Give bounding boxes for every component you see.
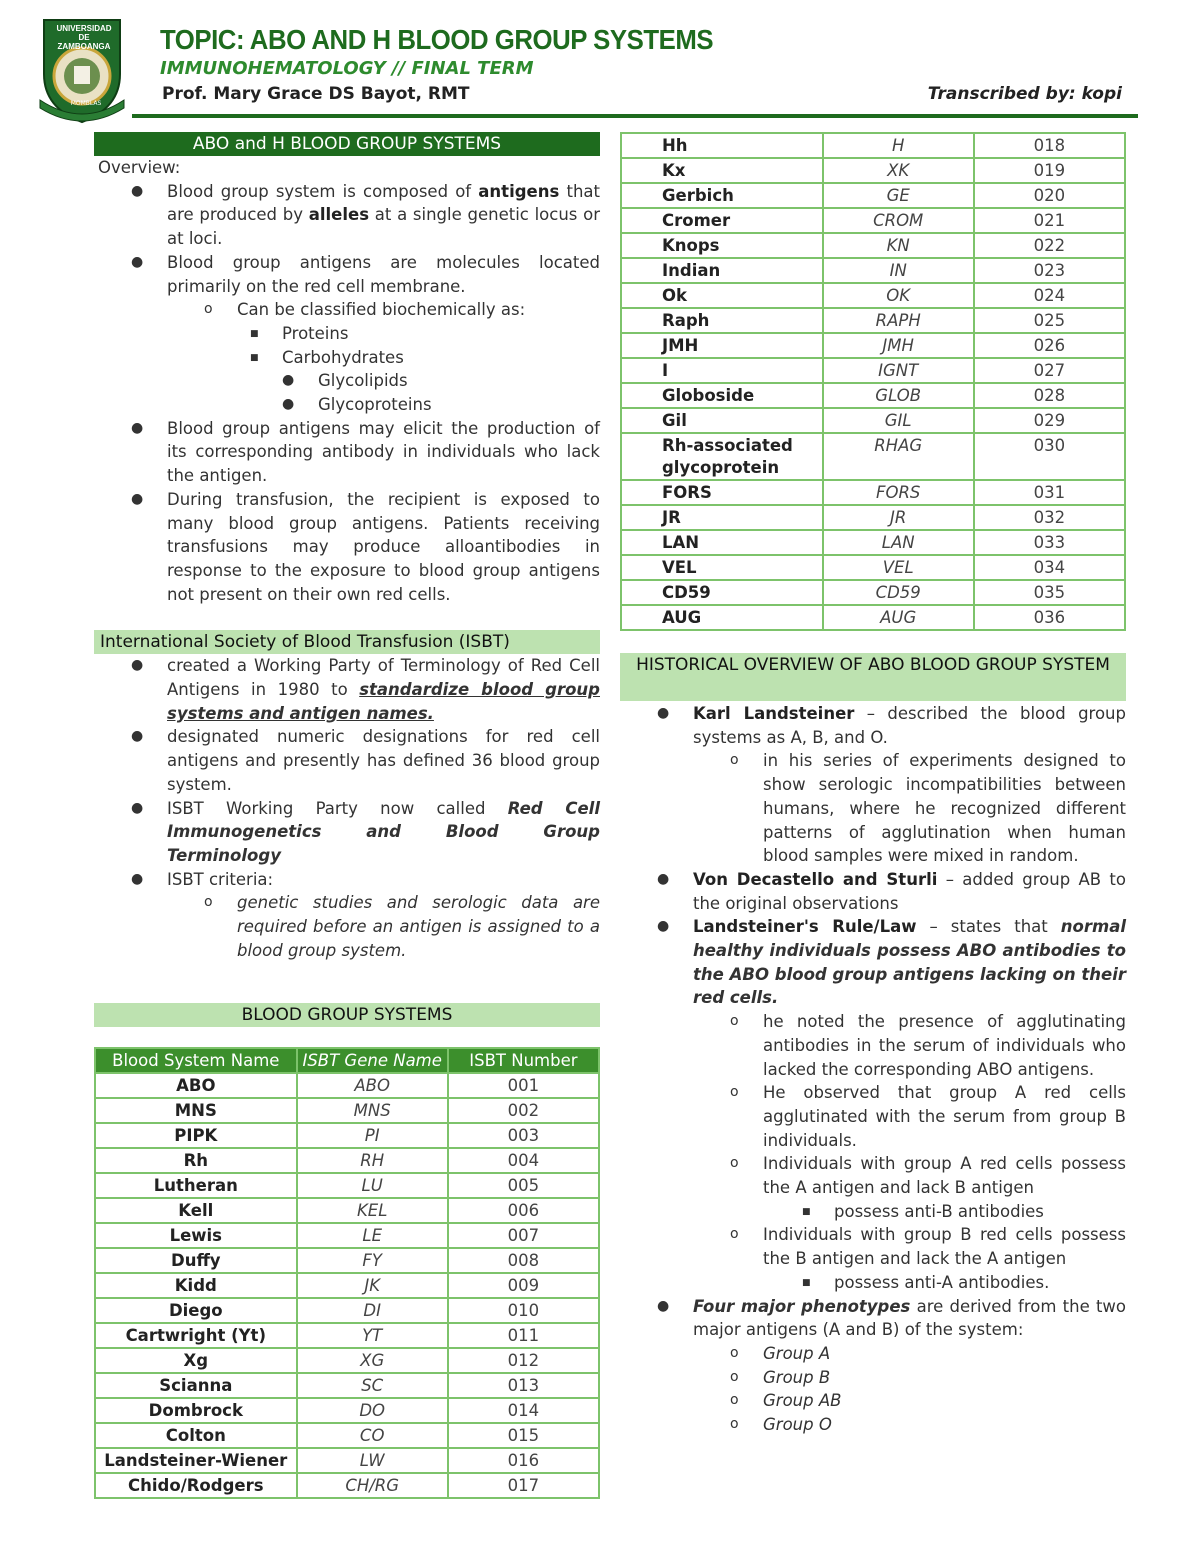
square-bullet-icon: ■ xyxy=(802,1277,811,1288)
blood-group-systems-table xyxy=(94,1047,600,1499)
isbt-number-cell: 012 xyxy=(448,1348,599,1373)
header-rule xyxy=(132,114,1138,118)
table-row xyxy=(621,433,1125,480)
isbt-number-cell: 002 xyxy=(448,1098,599,1123)
gene-name-cell: IN xyxy=(823,258,974,283)
bullet-icon: ● xyxy=(282,396,295,413)
system-name-cell: MNS xyxy=(95,1098,297,1123)
list-item: o He observed that group A red cells agglutinated with the serum from group B individuals. xyxy=(730,1083,1126,1150)
gene-name-cell: FORS xyxy=(823,480,974,505)
table-row xyxy=(621,233,1125,258)
system-name-cell: Lewis xyxy=(95,1223,297,1248)
table-row xyxy=(95,1323,599,1348)
circle-bullet-icon: o xyxy=(730,1155,739,1172)
gene-name-cell: IGNT xyxy=(823,358,974,383)
system-name-cell: Gerbich xyxy=(621,183,823,208)
logo-text: UNIVERSIDAD DE ZAMBOANGA xyxy=(56,24,112,51)
system-name-cell: Raph xyxy=(621,308,823,333)
table-row xyxy=(621,258,1125,283)
isbt-number-cell: 031 xyxy=(974,480,1125,505)
system-name-cell: Kidd xyxy=(95,1273,297,1298)
system-name-cell: Gil xyxy=(621,408,823,433)
table-row xyxy=(621,283,1125,308)
list-item: ● Landsteiner's Rule/Law – states that normal healthy individuals possess ABO antibodies to the ABO blood group antigens lacking on their red cells. xyxy=(657,917,1126,1008)
isbt-number-cell: 033 xyxy=(974,530,1125,555)
gene-name-cell: DI xyxy=(297,1298,448,1323)
abo-section-heading: ABO and H BLOOD GROUP SYSTEMS xyxy=(94,132,600,156)
isbt-number-cell: 023 xyxy=(974,258,1125,283)
list-item: ● Blood group antigens are molecules located primarily on the red cell membrane. xyxy=(131,252,600,296)
gene-name-cell: GE xyxy=(823,183,974,208)
list-item: ● designated numeric designations for red cell antigens and presently has defined 36 blood group system. xyxy=(131,727,600,794)
list-item: o Individuals with group A red cells possess the A antigen and lack B antigen xyxy=(730,1154,1126,1198)
gene-name-cell: DO xyxy=(297,1398,448,1423)
system-name-cell: I xyxy=(621,358,823,383)
list-item: ■ Carbohydrates xyxy=(94,346,600,370)
gene-name-cell: KN xyxy=(823,233,974,258)
system-name-cell: Rh xyxy=(95,1148,297,1173)
isbt-number-cell: 007 xyxy=(448,1223,599,1248)
table-row xyxy=(95,1173,599,1198)
isbt-number-cell: 015 xyxy=(448,1423,599,1448)
list-item: o Group AB xyxy=(620,1389,1126,1413)
isbt-number-cell: 036 xyxy=(974,605,1125,630)
system-name-cell: Cromer xyxy=(621,208,823,233)
table-row xyxy=(95,1423,599,1448)
system-name-cell: CD59 xyxy=(621,580,823,605)
system-name-cell: Dombrock xyxy=(95,1398,297,1423)
circle-bullet-icon: o xyxy=(204,301,213,318)
system-name-cell: AUG xyxy=(621,605,823,630)
gene-name-cell: XK xyxy=(823,158,974,183)
system-name-cell: Rh-associated glycoprotein xyxy=(621,433,823,480)
left-column xyxy=(94,132,600,1499)
table-row xyxy=(621,333,1125,358)
square-bullet-icon: ■ xyxy=(250,328,259,339)
system-name-cell: Kx xyxy=(621,158,823,183)
table-row xyxy=(621,505,1125,530)
isbt-number-cell: 005 xyxy=(448,1173,599,1198)
bullet-icon: ● xyxy=(657,705,670,721)
overview-label: Overview: xyxy=(98,158,181,177)
table-body xyxy=(95,1073,599,1498)
gene-name-cell: SC xyxy=(297,1373,448,1398)
gene-name-cell: VEL xyxy=(823,555,974,580)
page-subtitle: IMMUNOHEMATOLOGY // FINAL TERM xyxy=(160,58,534,79)
right-column xyxy=(620,132,1126,1437)
gene-name-cell: CH/RG xyxy=(297,1473,448,1498)
table-row xyxy=(621,183,1125,208)
system-name-cell: Globoside xyxy=(621,383,823,408)
isbt-number-cell: 011 xyxy=(448,1323,599,1348)
gene-name-cell: YT xyxy=(297,1323,448,1348)
gene-name-cell: LAN xyxy=(823,530,974,555)
circle-bullet-icon: o xyxy=(204,894,213,911)
list-item: ● Blood group system is composed of antigens that are produced by alleles at a single genetic locus or at loci. xyxy=(131,181,600,249)
list-item: ■ possess anti-A antibodies. xyxy=(620,1271,1126,1295)
isbt-section-body xyxy=(94,654,600,962)
circle-bullet-icon: o xyxy=(730,1368,739,1385)
transcriber: Transcribed by: kopi xyxy=(927,84,1122,104)
table-row xyxy=(95,1198,599,1223)
page-title: TOPIC: ABO AND H BLOOD GROUP SYSTEMS xyxy=(160,24,714,55)
system-name-cell: Cartwright (Yt) xyxy=(95,1323,297,1348)
gene-name-cell: CROM xyxy=(823,208,974,233)
isbt-number-cell: 016 xyxy=(448,1448,599,1473)
system-name-cell: JR xyxy=(621,505,823,530)
system-name-cell: Ok xyxy=(621,283,823,308)
list-item: ● ISBT criteria: xyxy=(94,868,600,892)
circle-bullet-icon: o xyxy=(730,1344,739,1361)
gene-name-cell: LW xyxy=(297,1448,448,1473)
isbt-number-cell: 028 xyxy=(974,383,1125,408)
list-item: ● During transfusion, the recipient is exposed to many blood group antigens. Patients receiving transfusions may produce alloantibodies in response to the exposure to blood group antigens not present on their own red cells. xyxy=(131,489,600,604)
list-item: ● created a Working Party of Terminology of Red Cell Antigens in 1980 to standardize blood group systems and antigen names. xyxy=(131,656,600,723)
table-row xyxy=(621,158,1125,183)
page-header xyxy=(0,0,1200,130)
circle-bullet-icon: o xyxy=(730,1084,739,1101)
list-item: ■ Proteins xyxy=(94,322,600,346)
list-item: ● Four major phenotypes are derived from the two major antigens (A and B) of the system: xyxy=(657,1296,1127,1340)
table-row xyxy=(621,530,1125,555)
isbt-number-cell: 004 xyxy=(448,1148,599,1173)
isbt-number-cell: 010 xyxy=(448,1298,599,1323)
table-body xyxy=(621,133,1125,630)
gene-name-cell: ABO xyxy=(297,1073,448,1098)
gene-name-cell: JMH xyxy=(823,333,974,358)
bullet-icon: ● xyxy=(282,372,295,389)
gene-name-cell: LU xyxy=(297,1173,448,1198)
table-row xyxy=(95,1123,599,1148)
isbt-number-cell: 013 xyxy=(448,1373,599,1398)
list-item: ■ possess anti-B antibodies xyxy=(620,1200,1126,1224)
isbt-number-cell: 030 xyxy=(974,433,1125,480)
isbt-section-heading: International Society of Blood Transfusion (ISBT) xyxy=(94,630,600,654)
gene-name-cell: PI xyxy=(297,1123,448,1148)
isbt-number-cell: 001 xyxy=(448,1073,599,1098)
isbt-number-cell: 019 xyxy=(974,158,1125,183)
system-name-cell: Kell xyxy=(95,1198,297,1223)
table-row xyxy=(621,383,1125,408)
isbt-number-cell: 020 xyxy=(974,183,1125,208)
bullet-icon: ● xyxy=(131,490,144,507)
list-item: ● Von Decastello and Sturli – added group AB to the original observations xyxy=(657,869,1126,913)
systems-section-heading: BLOOD GROUP SYSTEMS xyxy=(94,1003,600,1027)
circle-bullet-icon: o xyxy=(730,1226,739,1243)
table-row xyxy=(621,358,1125,383)
isbt-number-cell: 008 xyxy=(448,1248,599,1273)
system-name-cell: Lutheran xyxy=(95,1173,297,1198)
system-name-cell: JMH xyxy=(621,333,823,358)
system-name-cell: PIPK xyxy=(95,1123,297,1148)
table-row xyxy=(621,308,1125,333)
list-item: ● Glycolipids xyxy=(94,369,600,393)
table-row xyxy=(621,605,1125,630)
square-bullet-icon: ■ xyxy=(250,352,259,363)
table-row xyxy=(95,1448,599,1473)
list-item: ● ISBT Working Party now called Red Cell Immunogenetics and Blood Group Terminology xyxy=(131,798,600,865)
column-header: ISBT Number xyxy=(448,1048,599,1073)
list-item: o Group O xyxy=(620,1413,1126,1437)
isbt-number-cell: 035 xyxy=(974,580,1125,605)
gene-name-cell: JK xyxy=(297,1273,448,1298)
column-header: ISBT Gene Name xyxy=(297,1048,448,1073)
system-name-cell: Hh xyxy=(621,133,823,158)
isbt-number-cell: 026 xyxy=(974,333,1125,358)
table-row xyxy=(95,1073,599,1098)
isbt-number-cell: 024 xyxy=(974,283,1125,308)
list-item: o he noted the presence of agglutinating antibodies in the serum of individuals who lacked the corresponding ABO antigens. xyxy=(730,1012,1126,1079)
system-name-cell: Indian xyxy=(621,258,823,283)
square-bullet-icon: ■ xyxy=(802,1206,811,1217)
circle-bullet-icon: o xyxy=(730,1013,739,1030)
isbt-number-cell: 032 xyxy=(974,505,1125,530)
bullet-icon: ● xyxy=(131,799,144,816)
list-item: o in his series of experiments designed to show serologic incompatibilities between humans, where he recognized different patterns of agglutination when human blood samples were mixed in random. xyxy=(730,751,1126,866)
list-item: ● Glycoproteins xyxy=(94,393,600,417)
list-item: o Group A xyxy=(620,1342,1126,1366)
circle-bullet-icon: o xyxy=(730,752,739,769)
instructor-name: Prof. Mary Grace DS Bayot, RMT xyxy=(162,84,470,104)
gene-name-cell: AUG xyxy=(823,605,974,630)
system-name-cell: Knops xyxy=(621,233,823,258)
isbt-number-cell: 021 xyxy=(974,208,1125,233)
table-row xyxy=(95,1223,599,1248)
table-row xyxy=(95,1373,599,1398)
circle-bullet-icon: o xyxy=(730,1392,739,1409)
history-section-heading: HISTORICAL OVERVIEW OF ABO BLOOD GROUP SYSTEM xyxy=(620,653,1126,701)
bullet-icon: ● xyxy=(131,182,144,199)
system-name-cell: Colton xyxy=(95,1423,297,1448)
gene-name-cell: MNS xyxy=(297,1098,448,1123)
system-name-cell: Duffy xyxy=(95,1248,297,1273)
bullet-icon: ● xyxy=(131,657,144,674)
gene-name-cell: GIL xyxy=(823,408,974,433)
table-row xyxy=(95,1148,599,1173)
isbt-number-cell: 034 xyxy=(974,555,1125,580)
history-section-body xyxy=(620,702,1126,1437)
bullet-icon: ● xyxy=(131,728,144,745)
blood-group-systems-table-continued xyxy=(620,132,1126,631)
logo-ribbon-text: MOMBLAS xyxy=(70,100,102,107)
isbt-number-cell: 017 xyxy=(448,1473,599,1498)
isbt-number-cell: 003 xyxy=(448,1123,599,1148)
isbt-number-cell: 029 xyxy=(974,408,1125,433)
isbt-number-cell: 014 xyxy=(448,1398,599,1423)
list-item: o Group B xyxy=(620,1366,1126,1390)
isbt-number-cell: 018 xyxy=(974,133,1125,158)
gene-name-cell: RH xyxy=(297,1148,448,1173)
system-name-cell: Scianna xyxy=(95,1373,297,1398)
isbt-number-cell: 022 xyxy=(974,233,1125,258)
bullet-icon: ● xyxy=(131,419,144,436)
gene-name-cell: GLOB xyxy=(823,383,974,408)
isbt-number-cell: 009 xyxy=(448,1273,599,1298)
list-item: o genetic studies and serologic data are required before an antigen is assigned to a blood group system. xyxy=(204,893,600,960)
system-name-cell: Landsteiner-Wiener xyxy=(95,1448,297,1473)
table-row xyxy=(621,480,1125,505)
bullet-icon: ● xyxy=(131,870,144,887)
list-item: o Individuals with group B red cells possess the B antigen and lack the A antigen xyxy=(730,1225,1126,1269)
table-row xyxy=(95,1098,599,1123)
gene-name-cell: CD59 xyxy=(823,580,974,605)
isbt-number-cell: 006 xyxy=(448,1198,599,1223)
table-row xyxy=(621,133,1125,158)
table-row xyxy=(95,1273,599,1298)
table-header-row xyxy=(95,1048,599,1073)
gene-name-cell: JR xyxy=(823,505,974,530)
table-row xyxy=(95,1398,599,1423)
bullet-icon: ● xyxy=(657,1297,670,1314)
table-row xyxy=(95,1348,599,1373)
gene-name-cell: H xyxy=(823,133,974,158)
gene-name-cell: CO xyxy=(297,1423,448,1448)
list-item: ● Blood group antigens may elicit the production of its corresponding antibody in individuals who lack the antigen. xyxy=(131,418,600,486)
table-row xyxy=(95,1298,599,1323)
isbt-number-cell: 027 xyxy=(974,358,1125,383)
gene-name-cell: RHAG xyxy=(823,433,974,480)
abo-section-body xyxy=(94,156,600,606)
system-name-cell: VEL xyxy=(621,555,823,580)
system-name-cell: FORS xyxy=(621,480,823,505)
system-name-cell: Diego xyxy=(95,1298,297,1323)
list-item: o Can be classified biochemically as: xyxy=(94,298,600,322)
list-item: ● Karl Landsteiner – described the blood group systems as A, B, and O. xyxy=(657,704,1126,747)
gene-name-cell: KEL xyxy=(297,1198,448,1223)
system-name-cell: ABO xyxy=(95,1073,297,1098)
bullet-icon: ● xyxy=(131,253,144,270)
bullet-icon: ● xyxy=(657,918,670,935)
gene-name-cell: RAPH xyxy=(823,308,974,333)
table-row xyxy=(621,208,1125,233)
column-header: Blood System Name xyxy=(95,1048,297,1073)
gene-name-cell: LE xyxy=(297,1223,448,1248)
table-row xyxy=(95,1473,599,1498)
bullet-icon: ● xyxy=(657,870,670,887)
system-name-cell: Xg xyxy=(95,1348,297,1373)
table-row xyxy=(621,555,1125,580)
isbt-number-cell: 025 xyxy=(974,308,1125,333)
gene-name-cell: FY xyxy=(297,1248,448,1273)
system-name-cell: Chido/Rodgers xyxy=(95,1473,297,1498)
table-row xyxy=(621,580,1125,605)
gene-name-cell: OK xyxy=(823,283,974,308)
gene-name-cell: XG xyxy=(297,1348,448,1373)
circle-bullet-icon: o xyxy=(730,1416,739,1433)
table-row xyxy=(621,408,1125,433)
table-row xyxy=(95,1248,599,1273)
system-name-cell: LAN xyxy=(621,530,823,555)
